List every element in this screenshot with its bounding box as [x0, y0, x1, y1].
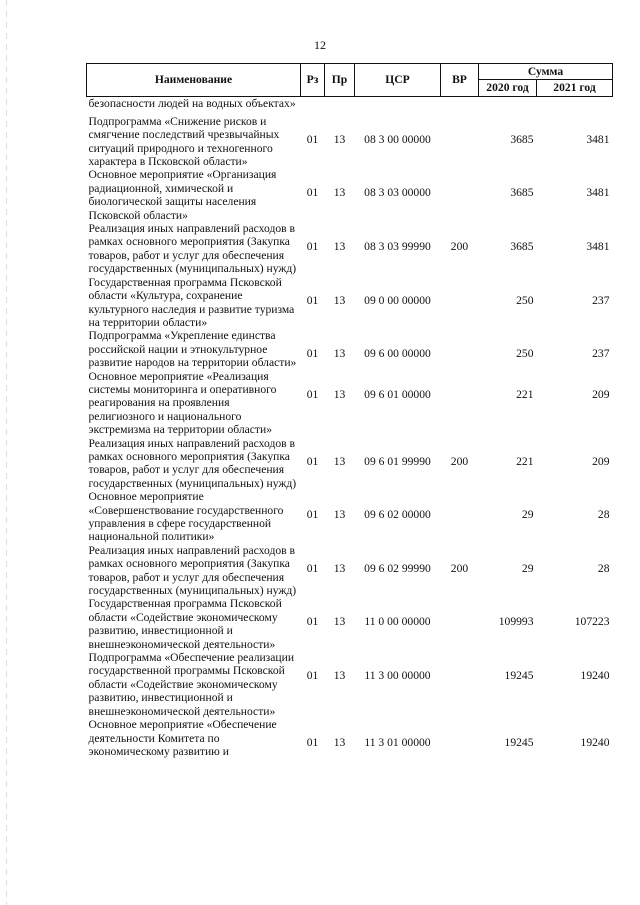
row-rz [301, 96, 325, 115]
row-sum-2020: 221 [516, 454, 534, 468]
header-sum: Сумма [479, 64, 613, 80]
row-csr: 11 3 01 00000 [364, 736, 431, 750]
header-name: Наименование [87, 64, 301, 97]
table-header [87, 64, 613, 97]
row-csr: 08 3 00 00000 [364, 132, 431, 146]
row-pr: 13 [333, 736, 346, 750]
row-name: Основное мероприятие «Совершенствование государственного управления в сфере государственной национальной политики» [88, 490, 284, 544]
row-sum-2021: 107223 [574, 615, 610, 629]
row-vr [441, 597, 479, 651]
table-row [87, 168, 613, 222]
row-rz: 01 [306, 615, 319, 629]
row-sum-2020: 250 [516, 347, 534, 361]
row-name: Подпрограмма «Обеспечение реализации государственной программы Псковской области «Содействие экономическому развитию, инвестиционной и внешнеэкономической деятельности» [88, 651, 295, 718]
header-year-2021: 2021 год [537, 80, 613, 96]
row-csr: 11 3 00 00000 [364, 669, 431, 683]
table-row [87, 544, 613, 598]
row-rz: 01 [306, 347, 319, 361]
row-rz: 01 [306, 387, 319, 401]
row-rz: 01 [306, 293, 319, 307]
row-vr [441, 115, 479, 169]
row-vr: 200 [450, 240, 469, 254]
header-csr: ЦСР [355, 64, 441, 97]
row-sum-2020: 29 [521, 561, 534, 575]
row-name: Основное мероприятие «Обеспечение деятельности Комитета по экономическому развитию и [88, 718, 277, 758]
row-pr: 13 [333, 293, 346, 307]
row-rz: 01 [306, 186, 319, 200]
row-rz: 01 [306, 561, 319, 575]
row-rz: 01 [306, 240, 319, 254]
row-pr: 13 [333, 669, 346, 683]
row-sum-2021: 28 [597, 561, 610, 575]
table-row [87, 718, 613, 758]
table-row [87, 115, 613, 169]
row-name: Государственная программа Псковской области «Содействие экономическому развитию, инвестиционной и внешнеэкономической деятельности» [88, 597, 282, 651]
row-sum-2020: 3685 [510, 132, 534, 146]
table-row [87, 329, 613, 369]
row-csr: 09 6 00 00000 [364, 347, 431, 361]
header-pr: Пр [325, 64, 355, 97]
row-sum-2020: 250 [516, 293, 534, 307]
row-pr: 13 [333, 454, 346, 468]
table-row [87, 651, 613, 718]
row-sum-2020: 109993 [498, 615, 534, 629]
row-name: Подпрограмма «Укрепление единства российской нации и этнокультурное развитие народов на территории области» [88, 329, 297, 370]
row-name: Государственная программа Псковской области «Культура, сохранение культурного наследия и развитие туризма на территории области» [88, 275, 295, 329]
row-csr: 09 6 01 99990 [364, 454, 431, 468]
row-csr [355, 96, 441, 115]
row-rz: 01 [306, 454, 319, 468]
row-sum-2021: 209 [592, 387, 610, 401]
row-csr: 09 6 02 99990 [364, 561, 431, 575]
row-sum-2021 [537, 96, 613, 115]
row-name: Основное мероприятие «Реализация системы мониторинга и оперативного реагирования на проявления религиозного и национального экстремизма на территории области» [88, 369, 277, 437]
row-vr [441, 276, 479, 330]
row-vr [441, 96, 479, 115]
row-sum-2021: 28 [597, 508, 610, 522]
row-vr [441, 490, 479, 544]
row-pr: 13 [333, 615, 346, 629]
row-vr: 200 [450, 454, 469, 468]
row-sum-2021: 19240 [580, 736, 610, 750]
header-vr: ВР [441, 64, 479, 97]
row-rz: 01 [306, 508, 319, 522]
row-sum-2021: 209 [592, 454, 610, 468]
row-sum-2020 [479, 96, 537, 115]
row-csr: 09 6 01 00000 [364, 387, 431, 401]
row-pr: 13 [333, 186, 346, 200]
row-pr: 13 [333, 561, 346, 575]
row-sum-2021: 237 [592, 347, 610, 361]
table-row [87, 276, 613, 330]
row-sum-2020: 3685 [510, 240, 534, 254]
table-row [87, 96, 613, 115]
row-pr: 13 [333, 347, 346, 361]
row-sum-2021: 3481 [586, 186, 610, 200]
row-sum-2020: 19245 [504, 736, 534, 750]
row-sum-2020: 19245 [504, 669, 534, 683]
row-rz: 01 [306, 669, 319, 683]
page-number: 12 [314, 38, 326, 52]
row-pr: 13 [333, 508, 346, 522]
row-csr: 09 6 02 00000 [364, 508, 431, 522]
row-vr [441, 370, 479, 437]
row-sum-2021: 237 [592, 293, 610, 307]
row-csr: 08 3 03 00000 [364, 186, 431, 200]
row-name: Реализация иных направлений расходов в рамках основного мероприятия (Закупка товаров, работ и услуг для обеспечения государственных (муниципальных) нужд) [88, 543, 297, 598]
row-sum-2021: 3481 [586, 240, 610, 254]
row-name: Подпрограмма «Снижение рисков и смягчение последствий чрезвычайных ситуаций природного и техногенного характера в Псковской области» [88, 114, 280, 169]
row-sum-2021: 3481 [586, 132, 610, 146]
scan-edge-mark [6, 0, 7, 905]
row-vr [441, 718, 479, 758]
header-year-2020: 2020 год [479, 80, 537, 96]
row-sum-2020: 29 [521, 508, 534, 522]
row-rz: 01 [306, 736, 319, 750]
table-row [87, 437, 613, 491]
row-vr: 200 [450, 561, 469, 575]
row-pr: 13 [333, 240, 346, 254]
row-pr [325, 96, 355, 115]
row-sum-2020: 3685 [510, 186, 534, 200]
row-vr [441, 329, 479, 369]
row-csr: 11 0 00 00000 [364, 615, 431, 629]
table-row [87, 370, 613, 437]
row-sum-2021: 19240 [580, 669, 610, 683]
row-name: безопасности людей на водных объектах» [88, 96, 296, 110]
row-sum-2020: 221 [516, 387, 534, 401]
budget-table [86, 63, 613, 758]
table-row [87, 222, 613, 276]
row-rz: 01 [306, 132, 319, 146]
table-row [87, 490, 613, 544]
row-pr: 13 [333, 132, 346, 146]
row-vr [441, 168, 479, 222]
row-name: Реализация иных направлений расходов в рамках основного мероприятия (Закупка товаров, работ и услуг для обеспечения государственных (муниципальных) нужд) [88, 222, 297, 276]
row-vr [441, 651, 479, 718]
row-csr: 09 0 00 00000 [364, 293, 431, 307]
table-row [87, 597, 613, 651]
table-body [87, 96, 613, 758]
row-csr: 08 3 03 99990 [364, 240, 431, 254]
row-pr: 13 [333, 387, 346, 401]
row-name: Основное мероприятие «Организация радиационной, химической и биологической защиты населения Псковской области» [88, 168, 277, 222]
row-name: Реализация иных направлений расходов в рамках основного мероприятия (Закупка товаров, работ и услуг для обеспечения государственных (муниципальных) нужд) [88, 436, 297, 490]
header-rz: Рз [301, 64, 325, 97]
